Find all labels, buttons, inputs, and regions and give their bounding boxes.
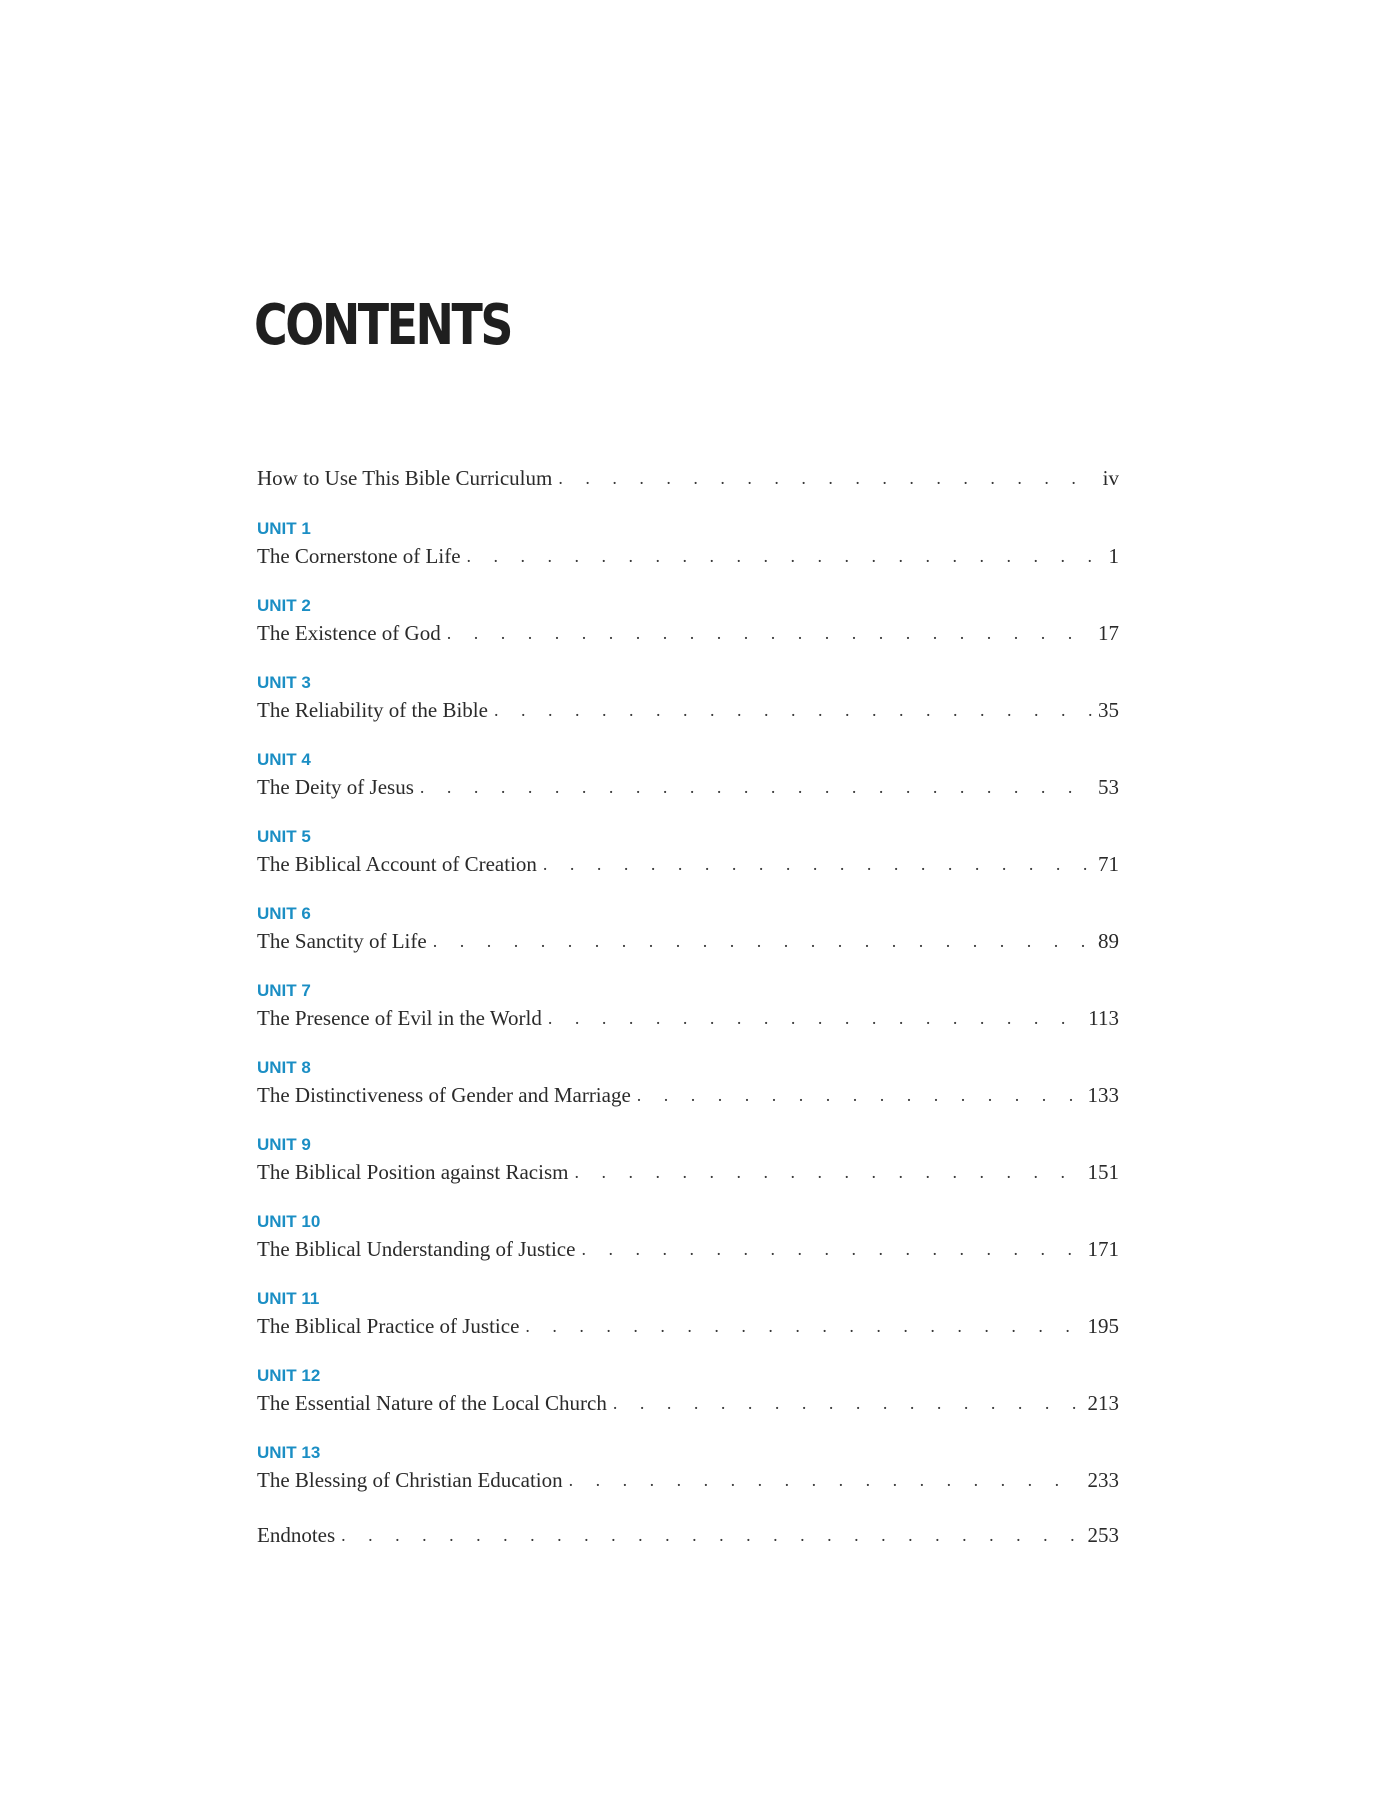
toc-entry-title: The Biblical Position against Racism — [257, 1160, 569, 1184]
toc-page-number: 233 — [1087, 1468, 1119, 1492]
toc-entry-title: The Cornerstone of Life — [257, 544, 461, 568]
toc-entry-unit-10[interactable] — [257, 1212, 1119, 1264]
dot-leader — [637, 1080, 1082, 1110]
toc-page-number: 151 — [1087, 1160, 1119, 1184]
toc-entry-front-matter[interactable] — [257, 463, 1119, 493]
toc-page-number: 71 — [1098, 852, 1119, 876]
toc-page-number: 35 — [1098, 698, 1119, 722]
toc-entry-title: Endnotes — [257, 1523, 336, 1547]
toc-line — [257, 1080, 1119, 1110]
toc-entry-title: The Reliability of the Bible — [257, 698, 488, 722]
toc-entry-title: The Sanctity of Life — [257, 929, 427, 953]
toc-entry-unit-4[interactable] — [257, 750, 1119, 802]
toc-line — [257, 1311, 1119, 1341]
toc-entry-unit-7[interactable] — [257, 981, 1119, 1033]
dot-leader — [558, 463, 1096, 493]
toc-entry-unit-9[interactable] — [257, 1135, 1119, 1187]
toc-line — [257, 1520, 1119, 1550]
toc-entry-title: The Essential Nature of the Local Church — [257, 1391, 607, 1415]
unit-label: UNIT 3 — [257, 673, 311, 692]
toc-page-number: 213 — [1087, 1391, 1119, 1415]
toc-entry-endnotes[interactable] — [257, 1520, 1119, 1550]
unit-label: UNIT 8 — [257, 1058, 311, 1077]
toc-entry-title: The Existence of God — [257, 621, 441, 645]
toc-line — [257, 1465, 1119, 1495]
unit-label: UNIT 1 — [257, 519, 311, 538]
toc-entry-title: The Blessing of Christian Education — [257, 1468, 563, 1492]
toc-page-number: 171 — [1087, 1237, 1119, 1261]
toc-line — [257, 1157, 1119, 1187]
dot-leader — [494, 695, 1092, 725]
toc-entry-unit-11[interactable] — [257, 1289, 1119, 1341]
toc-entry-title: The Presence of Evil in the World — [257, 1006, 542, 1030]
toc-entry-title: The Distinctiveness of Gender and Marriage — [257, 1083, 631, 1107]
toc-entry-unit-6[interactable] — [257, 904, 1119, 956]
toc-entry-unit-3[interactable] — [257, 673, 1119, 725]
unit-label: UNIT 6 — [257, 904, 311, 923]
unit-label: UNIT 13 — [257, 1443, 321, 1462]
unit-label: UNIT 11 — [257, 1289, 320, 1308]
toc-page-number: 253 — [1087, 1523, 1119, 1547]
toc-entry-unit-5[interactable] — [257, 827, 1119, 879]
dot-leader — [569, 1465, 1082, 1495]
unit-label: UNIT 5 — [257, 827, 311, 846]
dot-leader — [543, 849, 1092, 879]
page-title: CONTENTS — [254, 293, 512, 358]
toc-entry-title: The Biblical Practice of Justice — [257, 1314, 520, 1338]
dot-leader — [341, 1520, 1081, 1550]
toc-line — [257, 926, 1119, 956]
dot-leader — [467, 541, 1103, 571]
toc-entry-unit-2[interactable] — [257, 596, 1119, 648]
dot-leader — [548, 1003, 1082, 1033]
dot-leader — [574, 1157, 1081, 1187]
unit-label: UNIT 10 — [257, 1212, 321, 1231]
toc-line — [257, 849, 1119, 879]
unit-label: UNIT 4 — [257, 750, 311, 769]
unit-label: UNIT 12 — [257, 1366, 321, 1385]
dot-leader — [433, 926, 1092, 956]
unit-label: UNIT 7 — [257, 981, 311, 1000]
toc-entry-title: How to Use This Bible Curriculum — [257, 466, 553, 490]
table-of-contents — [257, 463, 1119, 1576]
dot-leader — [613, 1388, 1082, 1418]
toc-line — [257, 541, 1119, 571]
toc-entry-title: The Biblical Understanding of Justice — [257, 1237, 576, 1261]
toc-entry-unit-1[interactable] — [257, 519, 1119, 571]
dot-leader — [447, 618, 1092, 648]
toc-line — [257, 772, 1119, 802]
toc-page-number: 1 — [1108, 544, 1119, 568]
toc-line — [257, 1234, 1119, 1264]
unit-label: UNIT 9 — [257, 1135, 311, 1154]
toc-line — [257, 618, 1119, 648]
toc-page-number: 113 — [1088, 1006, 1119, 1030]
toc-line — [257, 695, 1119, 725]
toc-entry-unit-12[interactable] — [257, 1366, 1119, 1418]
dot-leader — [420, 772, 1092, 802]
toc-line — [257, 463, 1119, 493]
toc-entry-unit-8[interactable] — [257, 1058, 1119, 1110]
toc-entry-title: The Biblical Account of Creation — [257, 852, 537, 876]
toc-page-number: 133 — [1087, 1083, 1119, 1107]
toc-page-number: iv — [1102, 466, 1119, 490]
dot-leader — [525, 1311, 1081, 1341]
toc-page-number: 89 — [1098, 929, 1119, 953]
toc-line — [257, 1388, 1119, 1418]
toc-line — [257, 1003, 1119, 1033]
toc-entry-title: The Deity of Jesus — [257, 775, 414, 799]
toc-page-number: 17 — [1098, 621, 1119, 645]
toc-page-number: 195 — [1087, 1314, 1119, 1338]
dot-leader — [581, 1234, 1081, 1264]
unit-label: UNIT 2 — [257, 596, 311, 615]
toc-page-number: 53 — [1098, 775, 1119, 799]
toc-entry-unit-13[interactable] — [257, 1443, 1119, 1495]
